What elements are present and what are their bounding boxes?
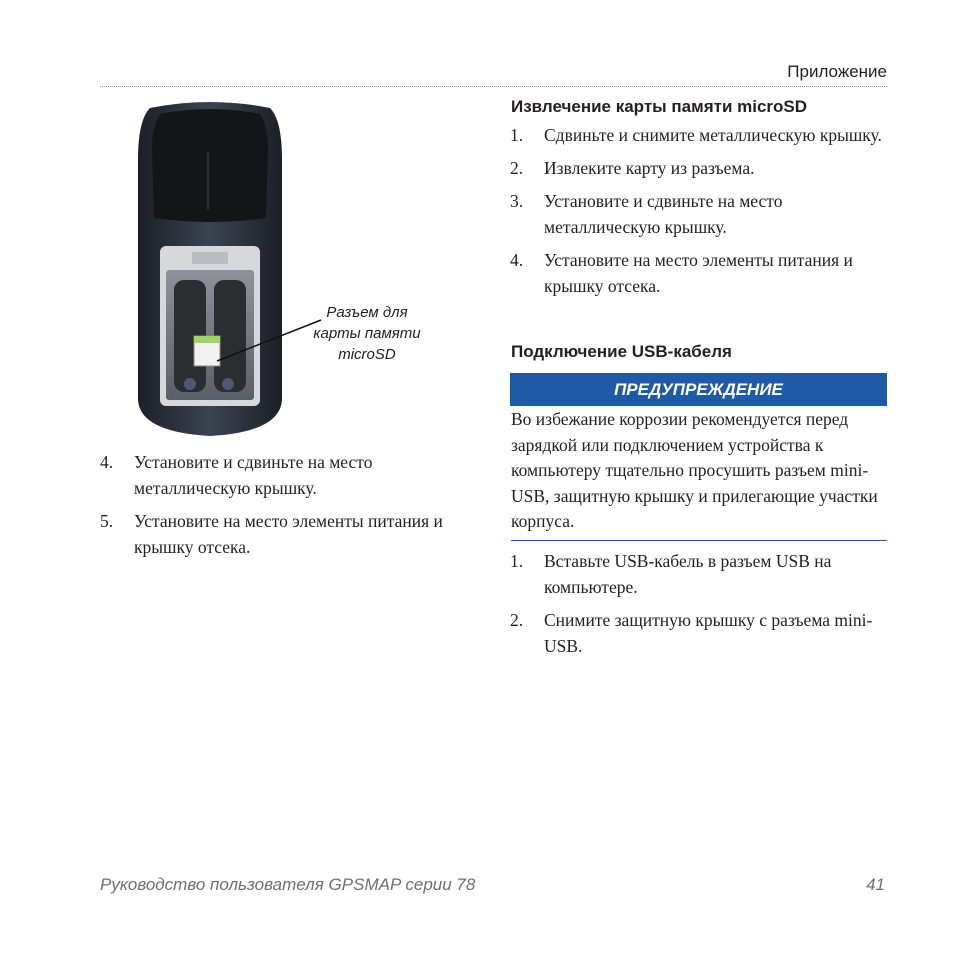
- device-back-illustration: [130, 100, 290, 440]
- warning-text: Во избежание коррозии рекомендуется перед зарядкой или подключением устройства к компьютеру тщательно просушить разъем mini-USB, защитную крышку и прилегающие участки корпуса.: [511, 407, 887, 541]
- step-number: 5.: [100, 511, 114, 531]
- list-item: [510, 122, 890, 148]
- step-text: Сдвиньте и снимите металлическую крышку.: [544, 125, 882, 145]
- microsd-callout: [302, 302, 432, 365]
- list-item: [510, 188, 890, 240]
- step-text: Установите и сдвиньте на место металлическую крышку.: [544, 191, 783, 237]
- callout-line: карты памяти: [313, 325, 421, 342]
- list-item: [100, 449, 480, 501]
- callout-line: microSD: [338, 346, 396, 363]
- step-number: 4.: [100, 452, 114, 472]
- step-text: Вставьте USB-кабель в разъем USB на компьютере.: [544, 551, 832, 597]
- header-divider: [100, 86, 887, 87]
- footer-manual-title: Руководство пользователя GPSMAP серии 78: [100, 875, 476, 894]
- usb-steps: [510, 548, 890, 666]
- step-number: 2.: [510, 158, 524, 178]
- list-item: [510, 607, 890, 659]
- step-text: Снимите защитную крышку с разъема mini-USB.: [544, 610, 873, 656]
- step-number: 3.: [510, 191, 524, 211]
- callout-line: Разъем для: [326, 304, 408, 321]
- step-number: 1.: [510, 551, 524, 571]
- step-number: 1.: [510, 125, 524, 145]
- list-item: [510, 548, 890, 600]
- list-item: [510, 247, 890, 299]
- section-title-remove-card: Извлечение карты памяти microSD: [511, 97, 808, 116]
- warning-banner: ПРЕДУПРЕЖДЕНИЕ: [510, 373, 887, 406]
- step-text: Извлеките карту из разъема.: [544, 158, 755, 178]
- step-number: 4.: [510, 250, 524, 270]
- step-text: Установите на место элементы питания и крышку отсека.: [544, 250, 853, 296]
- section-header: Приложение: [787, 62, 887, 81]
- list-item: [100, 508, 480, 560]
- left-steps-list: [100, 449, 480, 567]
- list-item: [510, 155, 890, 181]
- step-text: Установите на место элементы питания и крышку отсека.: [134, 511, 443, 557]
- step-number: 2.: [510, 610, 524, 630]
- step-text: Установите и сдвиньте на место металлическую крышку.: [134, 452, 373, 498]
- page-number: 41: [866, 875, 885, 894]
- remove-card-steps: [510, 122, 890, 306]
- section-title-usb: Подключение USB-кабеля: [511, 342, 732, 361]
